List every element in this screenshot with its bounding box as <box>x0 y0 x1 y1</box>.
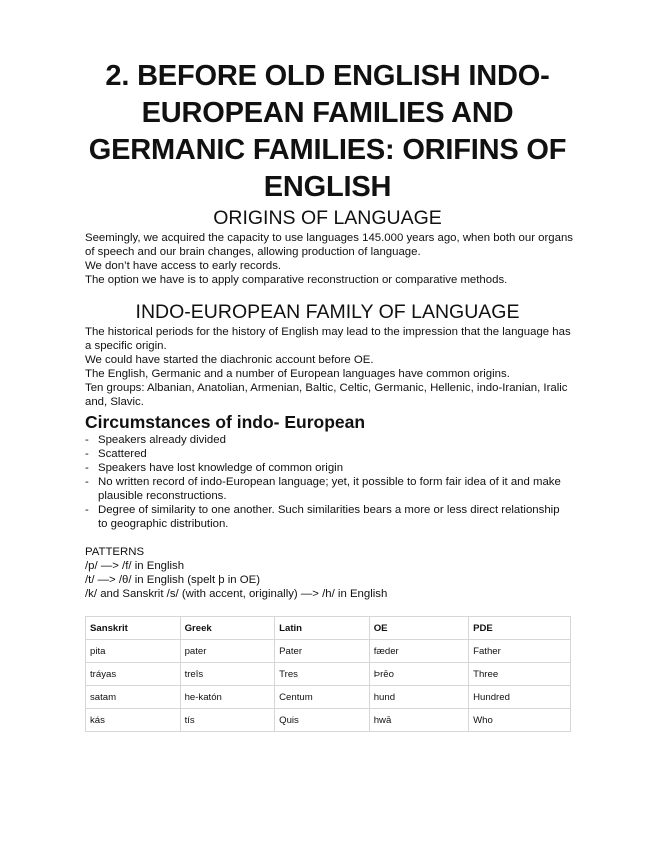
table-cell: pater <box>180 640 275 663</box>
table-cell: Hundred <box>469 686 571 709</box>
paragraph: The English, Germanic and a number of European languages have common origins. <box>85 368 510 380</box>
table-cell: Þrēo <box>369 663 468 686</box>
paragraph: The option we have is to apply comparative reconstruction or comparative methods. <box>85 274 508 286</box>
dash-bullet: - <box>85 448 89 460</box>
column-header-pde: PDE <box>469 617 571 640</box>
table-row <box>86 640 571 663</box>
list-item-text: No written record of indo-European language; yet, it possible to form fair idea of it and make plausible reconstructions. <box>98 476 561 502</box>
table-row <box>86 709 571 732</box>
paragraph: Seemingly, we acquired the capacity to use languages 145.000 years ago, when both our organs of speech and our brain changes, allowing production of language. <box>85 232 574 258</box>
list-item-text: Scattered <box>98 448 147 460</box>
table-cell: Tres <box>275 663 370 686</box>
table-cell: Three <box>469 663 571 686</box>
table-cell: Quis <box>275 709 370 732</box>
table-cell: he-katón <box>180 686 275 709</box>
list-item <box>85 433 565 447</box>
list-item <box>85 461 565 475</box>
section-heading-indo-european: INDO-EUROPEAN FAMILY OF LANGUAGE <box>135 301 520 323</box>
list-item <box>85 475 565 503</box>
origins-body <box>85 231 575 287</box>
table-cell: kás <box>86 709 181 732</box>
table-row <box>86 663 571 686</box>
table-row <box>86 686 571 709</box>
page-title: 2. BEFORE OLD ENGLISH INDO-EUROPEAN FAMILIES AND GERMANIC FAMILIES: ORIFINS OF ENGLISH <box>88 60 567 203</box>
list-item <box>85 447 565 461</box>
dash-bullet: - <box>85 434 89 446</box>
dash-bullet: - <box>85 504 89 516</box>
table-cell: tís <box>180 709 275 732</box>
section-heading-origins: ORIGINS OF LANGUAGE <box>213 207 442 229</box>
table-cell: Who <box>469 709 571 732</box>
list-item <box>85 503 565 531</box>
indo-european-body <box>85 325 575 409</box>
pattern-line: /p/ —> /f/ in English <box>85 560 185 572</box>
subsection-heading-circumstances: Circumstances of indo- European <box>85 412 366 432</box>
pattern-line: /t/ —> /θ/ in English (spelt þ in OE) <box>85 574 261 586</box>
patterns-block <box>85 545 575 601</box>
table-cell: Pater <box>275 640 370 663</box>
pattern-line: /k/ and Sanskrit /s/ (with accent, originally) —> /h/ in English <box>85 588 388 600</box>
table-cell: fæder <box>369 640 468 663</box>
dash-bullet: - <box>85 462 89 474</box>
list-item-text: Degree of similarity to one another. Such similarities bears a more or less direct relationship to geographic distribution. <box>98 504 560 530</box>
paragraph: We don’t have access to early records. <box>85 260 282 272</box>
paragraph: The historical periods for the history of English may lead to the impression that the language has a specific origin. <box>85 326 571 352</box>
list-item-text: Speakers have lost knowledge of common origin <box>98 462 344 474</box>
column-header-greek: Greek <box>180 617 275 640</box>
table-cell: tráyas <box>86 663 181 686</box>
table-header-row <box>86 617 571 640</box>
table-cell: satam <box>86 686 181 709</box>
circumstances-list <box>85 433 565 531</box>
column-header-latin: Latin <box>275 617 370 640</box>
table-cell: treîs <box>180 663 275 686</box>
table-cell: hwā <box>369 709 468 732</box>
paragraph: We could have started the diachronic account before OE. <box>85 354 374 366</box>
table-cell: pita <box>86 640 181 663</box>
list-item-text: Speakers already divided <box>98 434 226 446</box>
table-cell: Centum <box>275 686 370 709</box>
table-cell: Father <box>469 640 571 663</box>
patterns-label: PATTERNS <box>85 546 145 558</box>
dash-bullet: - <box>85 476 89 488</box>
column-header-oe: OE <box>369 617 468 640</box>
cognates-table <box>85 616 571 732</box>
paragraph: Ten groups: Albanian, Anatolian, Armenian, Baltic, Celtic, Germanic, Hellenic, indo-Iranian, Iralic and, Slavic. <box>85 382 568 408</box>
column-header-sanskrit: Sanskrit <box>86 617 181 640</box>
table-cell: hund <box>369 686 468 709</box>
